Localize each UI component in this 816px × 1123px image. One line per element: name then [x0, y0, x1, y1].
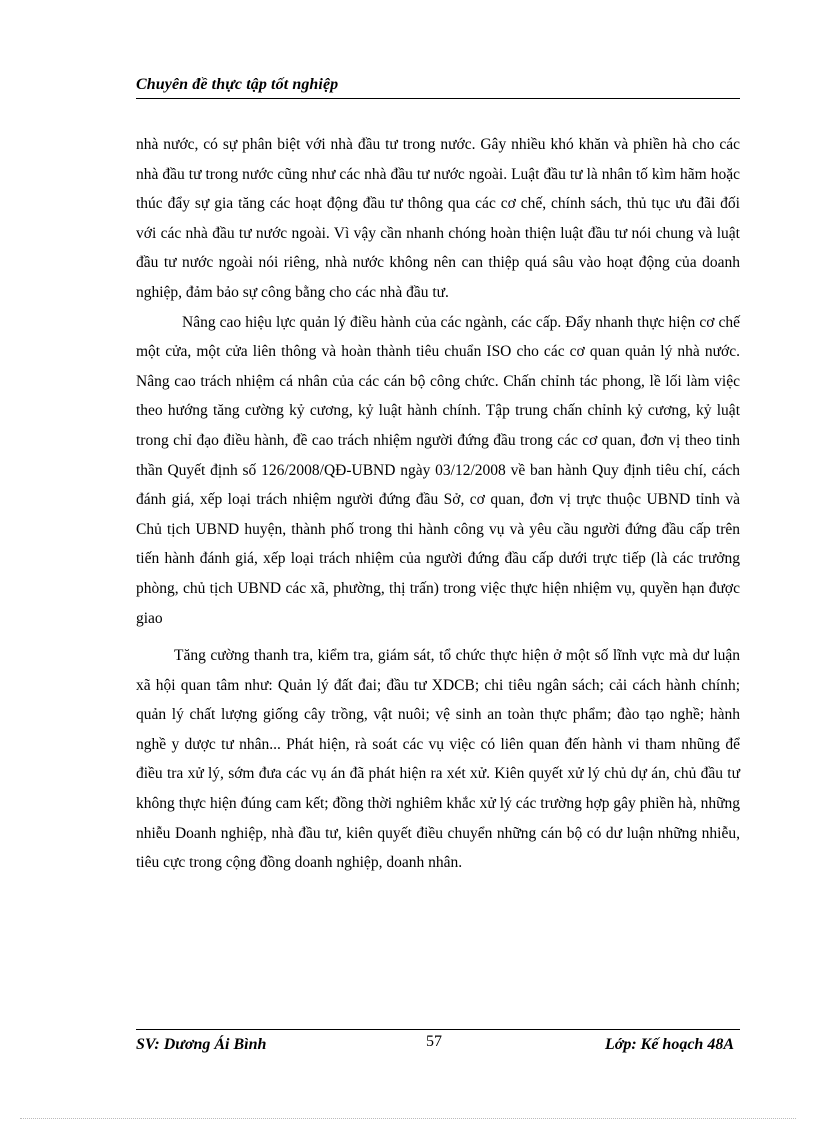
- paragraph-3: Tăng cường thanh tra, kiểm tra, giám sát, tổ chức thực hiện ở một số lĩnh vực mà dư luận xã hội quan tâm như: Quản lý đất đai; đầu tư XDCB; chi tiêu ngân sách; cải cách hành chính; quản lý chất lượng giống cây trồng, vật nuôi; vệ sinh an toàn thực phẩm; đào tạo nghề; hành nghề y dược tư nhân... Phát hiện, rà soát các vụ việc có liên quan đến hành vi tham nhũng để điều tra xử lý, sớm đưa các vụ án đã phát hiện ra xét xử. Kiên quyết xử lý chủ dự án, chủ đầu tư không thực hiện đúng cam kết; đồng thời nghiêm khắc xử lý các trường hợp gây phiền hà, những nhiễu Doanh nghiệp, nhà đầu tư, kiên quyết điều chuyển những cán bộ có dư luận những nhiễu, tiêu cực trong cộng đồng doanh nghiệp, doanh nhân.: [136, 647, 740, 872]
- page-bottom-dotted-line: [20, 1118, 796, 1119]
- page-number: 57: [426, 1033, 442, 1050]
- paragraph-spacer: [136, 633, 740, 641]
- document-body: [136, 130, 740, 878]
- footer-class-name: Lớp: Kế hoạch 48A: [604, 1036, 734, 1053]
- paragraph-2: Nâng cao hiệu lực quản lý điều hành của các ngành, các cấp. Đẩy nhanh thực hiện cơ chế một cửa, một cửa liên thông và hoàn thành tiêu chuẩn ISO cho các cơ quan quản lý nhà nước. Nâng cao trách nhiệm cá nhân của các cán bộ công chức. Chấn chỉnh tác phong, lề lối làm việc theo hướng tăng cường kỷ cương, kỷ luật hành chính. Tập trung chấn chỉnh kỷ cương, kỷ luật trong chỉ đạo điều hành, đề cao trách nhiệm người đứng đầu trong các cơ quan, đơn vị theo tinh thần Quyết định số 126/2008/QĐ-UBND ngày 03/12/2008 về ban hành Quy định tiêu chí, cách đánh giá, xếp loại trách nhiệm người đứng đầu Sở, cơ quan, đơn vị trực thuộc UBND tỉnh và Chủ tịch UBND huyện, thành phố trong thi hành công vụ và yêu cầu người đứng đầu cấp trên tiến hành đánh giá, xếp loại trách nhiệm của người đứng đầu cấp dưới trực tiếp (là các trưởng phòng, chủ tịch UBND các xã, phường, thị trấn) trong việc thực hiện nhiệm vụ, quyền hạn được giao: [136, 313, 740, 627]
- footer-student-name: SV: Dương Ái Bình: [136, 1036, 267, 1053]
- page-header: [136, 76, 740, 99]
- header-title: Chuyên đề thực tập tốt nghiệp: [136, 76, 339, 93]
- page-footer: [136, 1029, 740, 1060]
- paragraph-1: nhà nước, có sự phân biệt với nhà đầu tư trong nước. Gây nhiều khó khăn và phiền hà cho các nhà đầu tư trong nước cũng như các nhà đầu tư nước ngoài. Luật đầu tư là nhân tố kìm hãm hoặc thúc đẩy sự gia tăng các hoạt động đầu tư thông qua các cơ chế, chính sách, thủ tục ưu đãi đối với các nhà đầu tư nước ngoài. Vì vậy cần nhanh chóng hoàn thiện luật đầu tư nói chung và luật đầu tư nước ngoài nói riêng, nhà nước không nên can thiệp quá sâu vào hoạt động của doanh nghiệp, đảm bảo sự công bằng cho các nhà đầu tư.: [136, 136, 740, 301]
